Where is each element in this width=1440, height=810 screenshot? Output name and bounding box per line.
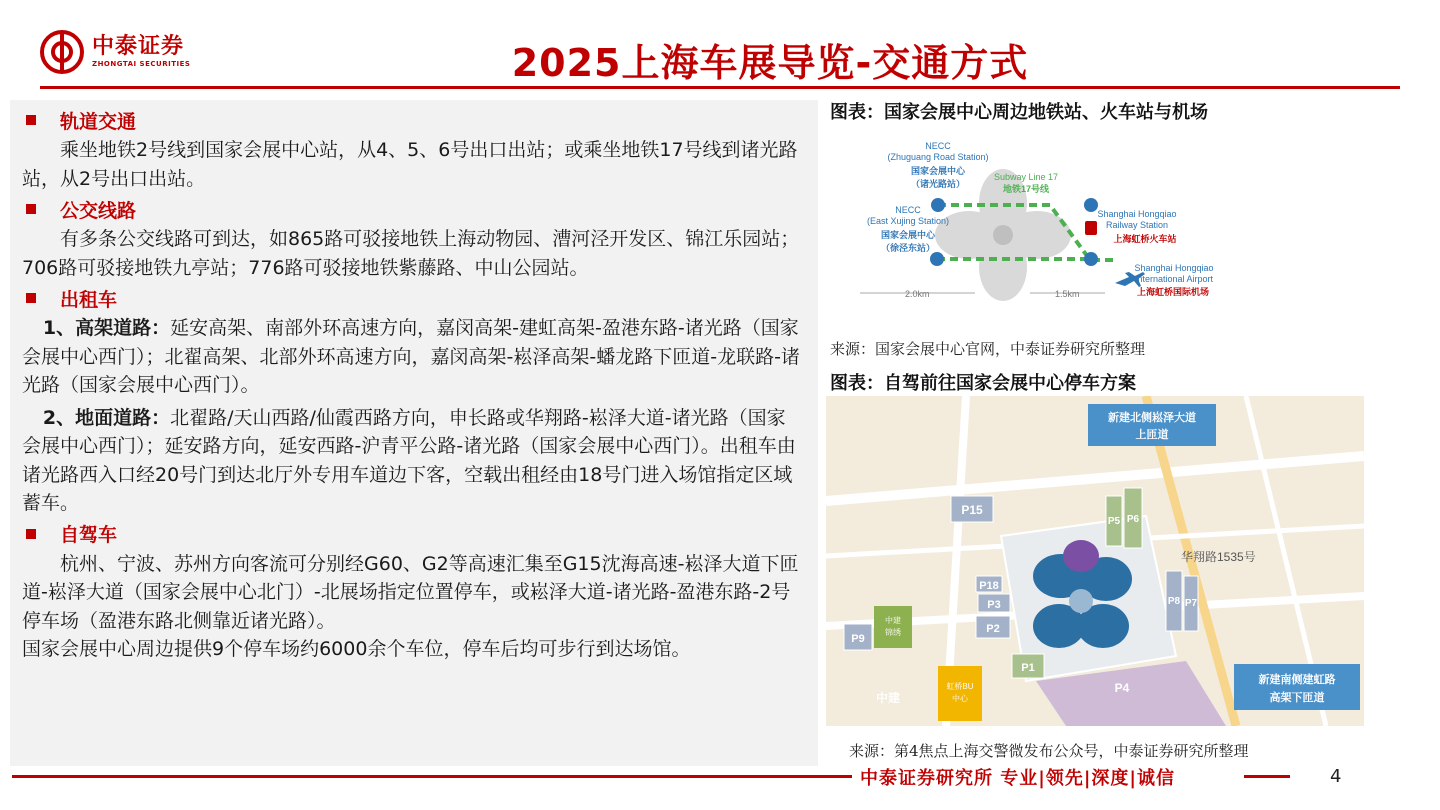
subway-station-map — [855, 135, 1230, 303]
zhongjian-jinxiu-block — [874, 606, 912, 648]
square-bullet-icon — [26, 115, 36, 125]
section-taxi — [26, 282, 818, 314]
parking-plan-map — [826, 396, 1364, 726]
hongqiao-metro-icon — [1084, 198, 1098, 212]
parking-label: P15 — [961, 503, 983, 517]
figure1-title: 图表：国家会展中心周边地铁站、火车站与机场 — [830, 102, 1208, 123]
parking-label: P2 — [986, 623, 1000, 635]
map-label: (East Xujing Station) — [866, 216, 950, 226]
distance-label: 2.0km — [905, 289, 930, 299]
map-label: NECC — [925, 141, 951, 151]
section-heading: 出租车 — [60, 288, 118, 311]
taxi-ground-label: 2、地面道路： — [42, 406, 171, 429]
logo-name-cn: 中泰证券 — [92, 34, 185, 59]
road-label: 华翔路1535号 — [1181, 550, 1256, 564]
map-label: 国家会展中心 — [880, 230, 936, 240]
parking-label: P5 — [1107, 516, 1121, 527]
figure2-source: 来源：第4焦点上海交警微发布公众号，中泰证券研究所整理 — [849, 742, 1249, 760]
xujing-station-icon — [930, 252, 944, 266]
map-label: (Zhuguang Road Station) — [887, 152, 989, 162]
section-heading: 自驾车 — [60, 524, 118, 546]
parking-label: P7 — [1184, 598, 1198, 609]
map-label: International Airport — [1134, 274, 1214, 284]
parking-label: P1 — [1021, 662, 1035, 674]
transport-text-panel — [10, 100, 818, 766]
header-divider — [40, 86, 1400, 89]
block-label: 锦绣 — [885, 628, 901, 637]
page-title: 2025上海车展导览-交通方式 — [511, 41, 1029, 85]
hongqiao-metro-icon — [1084, 252, 1098, 266]
distance-label: 1.5km — [1055, 289, 1080, 299]
taxi-elevated-label: 1、高架道路： — [42, 317, 171, 339]
callout-text: 高架下匝道 — [1269, 692, 1325, 704]
section-bus — [26, 193, 818, 225]
map-label: 上海虹桥火车站 — [1113, 234, 1177, 244]
map-label: 国家会展中心 — [910, 166, 966, 176]
map-label: 上海虹桥国际机场 — [1136, 287, 1210, 297]
footer-divider — [12, 775, 852, 778]
parking-label: P3 — [987, 599, 1001, 611]
taxi-ground-text — [22, 404, 804, 518]
block-label: 虹桥BU — [946, 682, 974, 691]
bus-text: 有多条公交线路可到达，如865路可驳接地铁上海动物园、漕河泾开发区、锦江乐园站；706路可驳接地铁九亭站；776路可驳接地铁紫藤路、中山公园站。 — [22, 228, 800, 279]
zhuguang-station-icon — [931, 198, 945, 212]
callout-text: 新建南侧建虹路 — [1258, 674, 1336, 686]
map-label: Railway Station — [1105, 220, 1169, 230]
figure2-title: 图表：自驾前往国家会展中心停车方案 — [830, 373, 1136, 394]
block-label: 中心 — [952, 694, 968, 703]
parking-label: P4 — [1114, 681, 1130, 695]
taxi-ground-body: 北翟路/天山西路/仙霞西路方向，申长路或华翔路-崧泽大道-诸光路（国家会展中心西门）；延安路方向，延安西路-沪青平公路-诸光路（国家会展中心西门）。出租车由诸光路西入口经20号门到达北厅外专用车道边下客，空载出租经由18号门进入场馆指定区域蓄车。 — [22, 406, 796, 514]
footer-slogan: 中泰证券研究所 专业|领先|深度|诚信 — [860, 768, 1175, 789]
logo-name-en: ZHONGTAI SECURITIES — [92, 60, 191, 68]
square-bullet-icon — [26, 293, 36, 303]
footer-divider — [1244, 775, 1290, 778]
train-icon — [1085, 221, 1097, 235]
figure1-source: 来源：国家会展中心官网，中泰证券研究所整理 — [830, 340, 1146, 358]
section-self-drive — [26, 518, 818, 550]
zhongtai-logo-icon — [40, 30, 84, 74]
self-drive-text: 杭州、宁波、苏州方向客流可分别经G60、G2等高速汇集至G15沈海高速-崧泽大道下匝道-崧泽大道（国家会展中心北门）-北展场指定位置停车，或崧泽大道-诸光路-盈港东路-2号停车场（盈港东路北侧靠近诸光路）。 — [22, 552, 799, 632]
map-label: Shanghai Hongqiao — [1097, 209, 1177, 219]
parking-label: P9 — [851, 633, 865, 645]
company-logo — [40, 30, 190, 74]
square-bullet-icon — [26, 529, 36, 539]
map-label: NECC — [895, 205, 921, 215]
map-label: （徐泾东站） — [880, 243, 936, 253]
section-heading: 公交线路 — [60, 199, 137, 222]
parking-label: P8 — [1167, 596, 1181, 607]
section-heading: 轨道交通 — [60, 110, 137, 133]
parking-label: P18 — [979, 580, 999, 592]
map-label: Shanghai Hongqiao — [1134, 263, 1214, 273]
map-label: （诸光路站） — [910, 179, 966, 189]
block-label: 中建 — [885, 616, 901, 625]
callout-text: 新建北侧崧泽大道 — [1108, 412, 1196, 424]
callout-text: 上匝道 — [1135, 429, 1169, 441]
parking-label: P6 — [1126, 514, 1140, 525]
map-label: Subway Line 17 — [993, 172, 1059, 182]
section-rail — [26, 104, 818, 136]
zhongjian-label: 中建 — [876, 691, 901, 705]
map-label: 地铁17号线 — [1002, 184, 1050, 194]
parking-summary-text: 国家会展中心周边提供9个停车场约6000余个车位，停车后均可步行到达场馆。 — [22, 638, 691, 660]
rail-text: 乘坐地铁2号线到国家会展中心站，从4、5、6号出口出站；或乘坐地铁17号线到诸光路站，从2号出口出站。 — [22, 139, 798, 190]
taxi-elevated-body: 延安高架、南部外环高速方向，嘉闵高架-建虹高架-盈港东路-诸光路（国家会展中心西门）；北翟高架、北部外环高速方向，嘉闵高架-崧泽高架-蟠龙路下匝道-龙联路-诸光路（国家会展中心西门）。 — [22, 317, 800, 396]
taxi-elevated-text — [22, 314, 804, 400]
page-number: 4 — [1330, 766, 1342, 787]
square-bullet-icon — [26, 204, 36, 214]
